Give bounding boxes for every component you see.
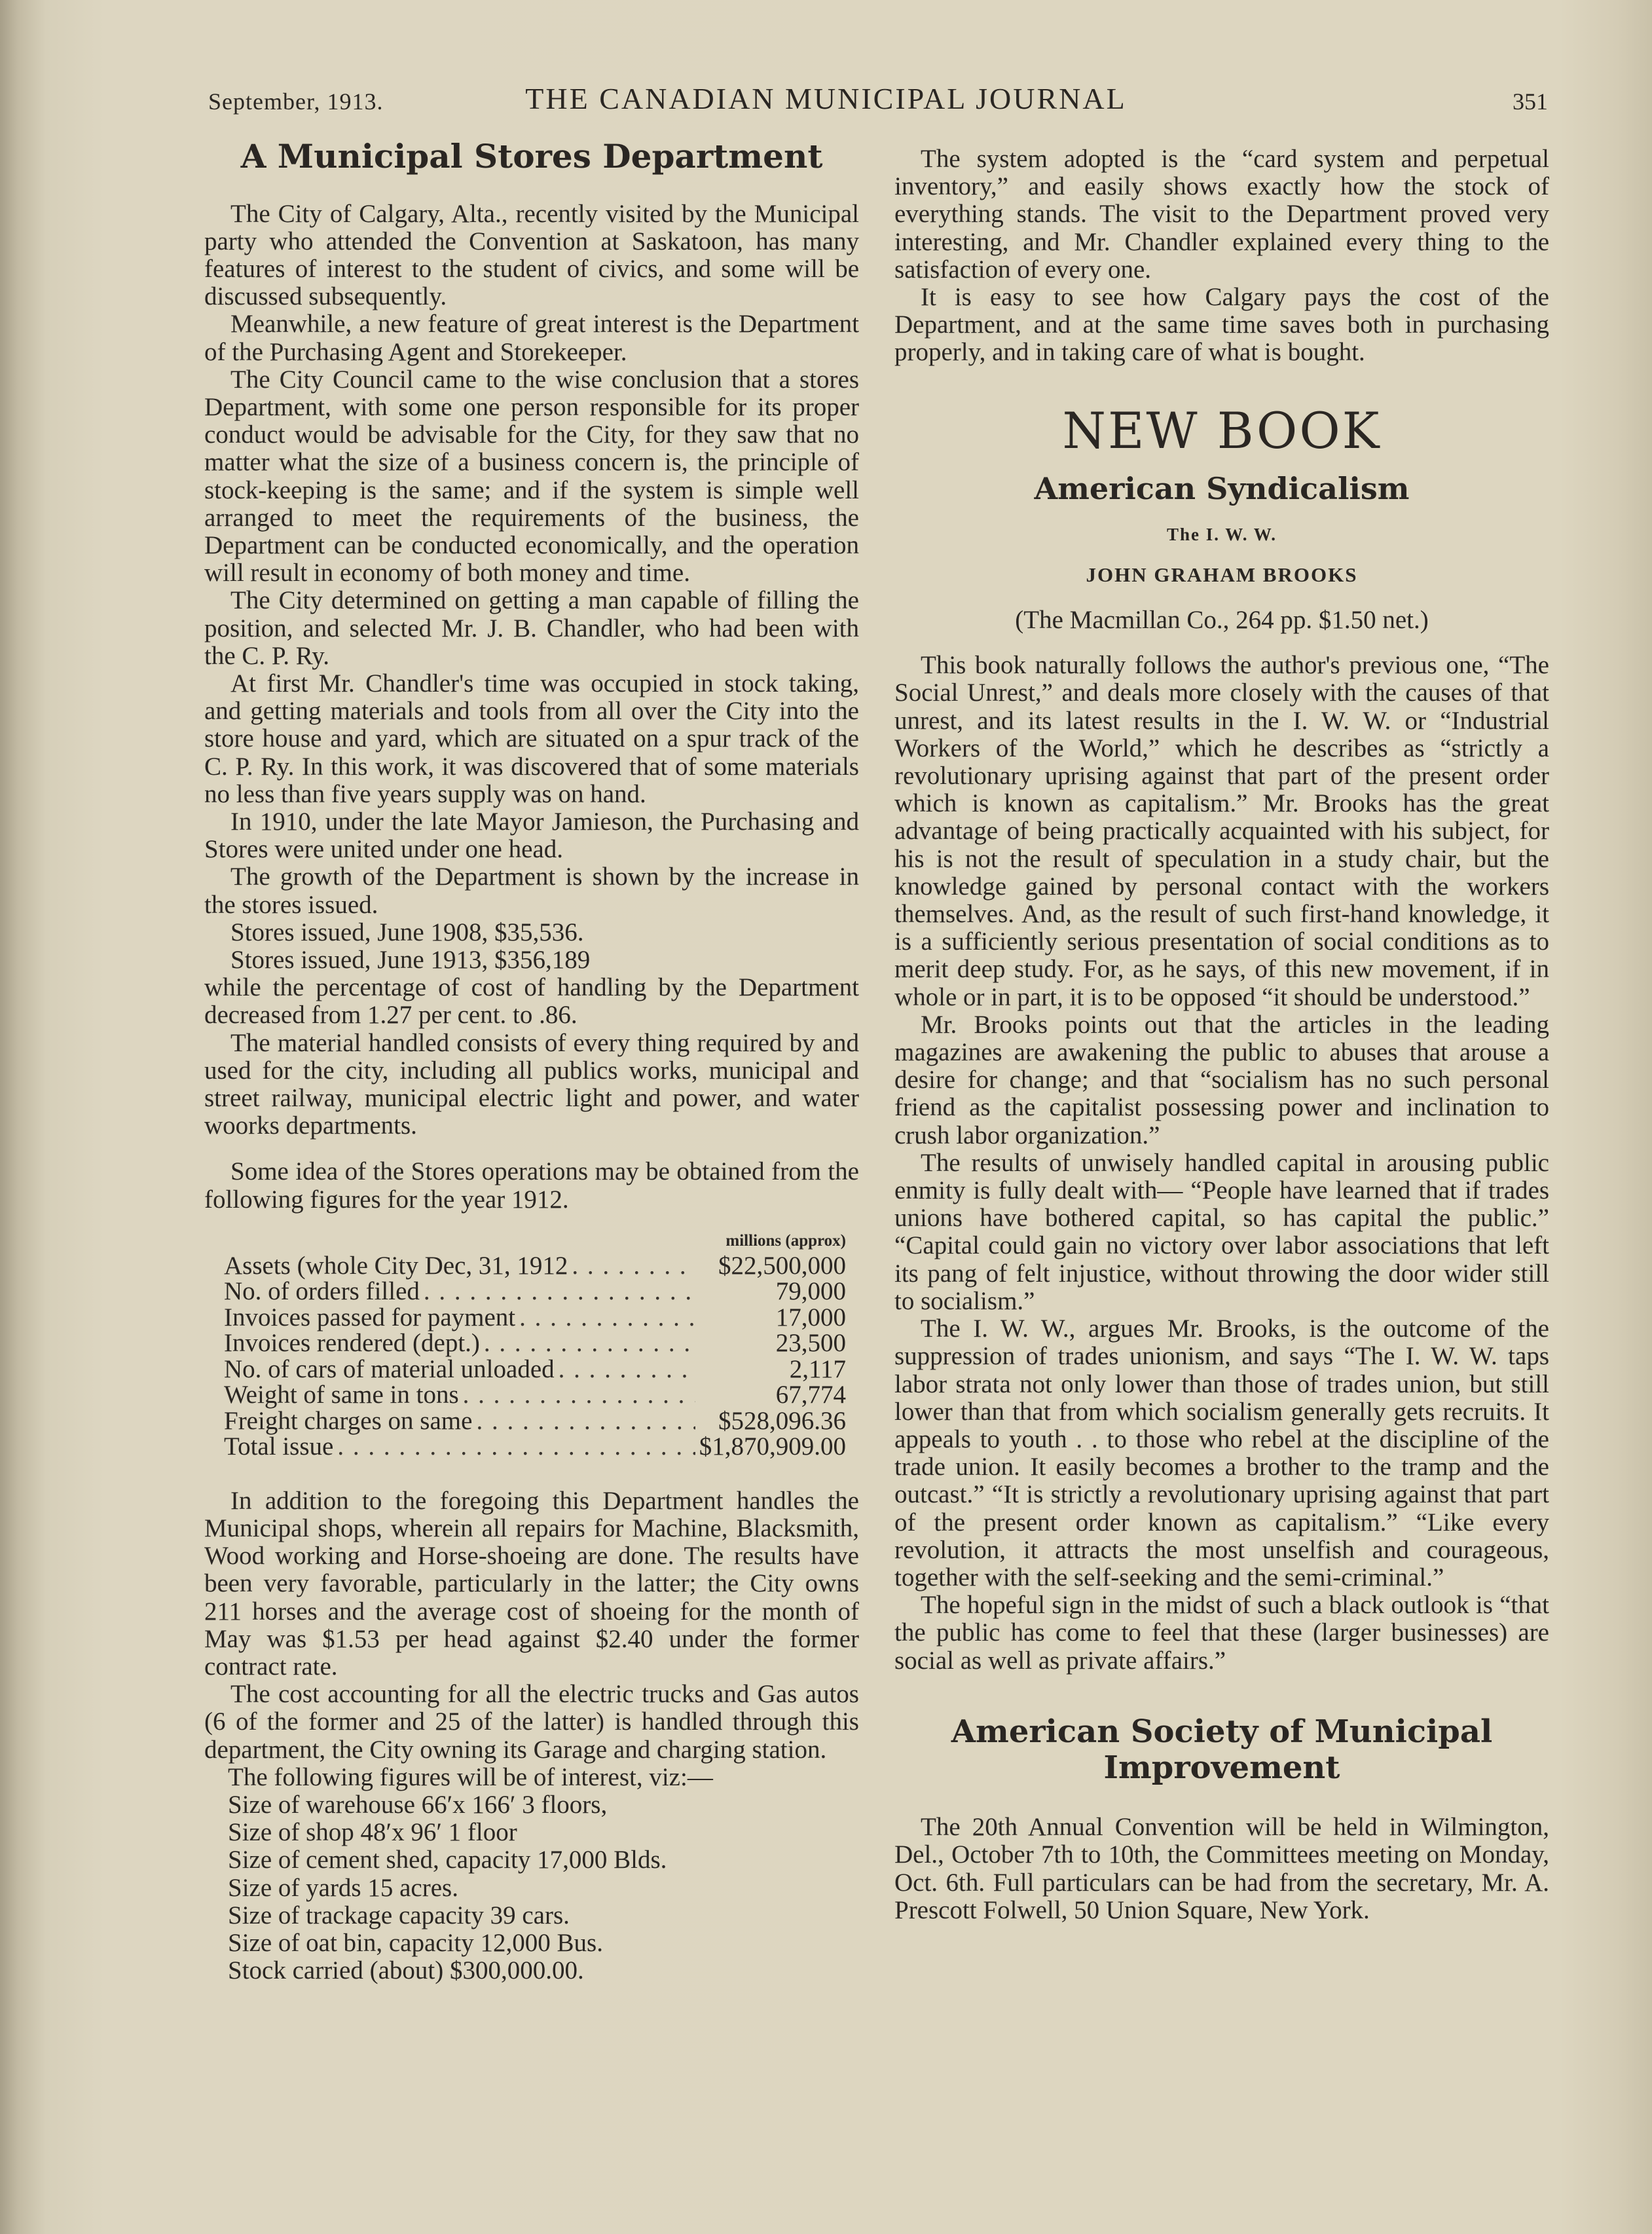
stores-paragraph: Meanwhile, a new feature of great interest is the Department of the Purchasing Agent and Storekeeper. bbox=[204, 310, 859, 366]
stat-row: No. of cars of material unloaded . . . 2,117 bbox=[224, 1356, 853, 1383]
figure-line: Size of yards 15 acres. bbox=[228, 1873, 458, 1902]
society-paragraph: The 20th Annual Convention will be held in Wilmington, Del., October 7th to 10th, the Committees meeting on Monday, Oct. 6th. Full particulars can be had from the secretary, Mr. A. Prescott Folwell, 50 Union Square, New York. bbox=[894, 1813, 1549, 1924]
society-article-title: American Society of Municipal Improvement bbox=[951, 1713, 1493, 1786]
stores-paragraph: The City determined on getting a man capable of filling the position, and selected Mr. J. B. Chandler, who had been with the C. P. Ry. bbox=[204, 586, 859, 670]
book-paragraph: Mr. Brooks points out that the articles in the leading magazines are awakening the public to abuses that arouse a desire for change; and that “socialism has no such personal friend as the capitalist possessing power and inclination to crush labor organization.” bbox=[894, 1010, 1549, 1149]
stat-row: Freight charges on same . . . $528,096.36 bbox=[224, 1408, 853, 1434]
stores-issued-1908: Stores issued, June 1908, $35,536. bbox=[230, 918, 584, 946]
page-number: 351 bbox=[1513, 88, 1548, 115]
issue-date: September, 1913. bbox=[208, 88, 384, 115]
figure-line: Size of shop 48′x 96′ 1 floor bbox=[228, 1818, 517, 1847]
page-header bbox=[0, 77, 1652, 123]
stores-paragraph: The City Council came to the wise conclusion that a stores Department, with some one person responsible for its proper conduct would be advisable for the City, for they saw that no matter what the size of a business concern is, the principle of stock-keeping is the same; and if the system is simple well arranged to meet the requirements of the business, the Department can be conducted economically, and the operation will result in economy of both money and time. bbox=[204, 365, 859, 587]
facility-figures bbox=[204, 1764, 859, 1985]
stat-row: Weight of same in tons . . . 67,774 bbox=[224, 1382, 853, 1408]
left-column bbox=[204, 138, 859, 1984]
book-subtitle: The I. W. W. bbox=[1166, 525, 1277, 545]
book-paragraph: The hopeful sign in the midst of such a black outlook is “that the public has come to feel that these (larger businesses) are social as well as private affairs.” bbox=[894, 1591, 1549, 1675]
book-paragraph: This book naturally follows the author's previous one, “The Social Unrest,” and deals more closely with the causes of that unrest, and its latest results in the I. W. W. or “Industrial Workers of the World,” which he describes as “strictly a revolutionary uprising against that part of the present order which is known as capitalism.” Mr. Brooks has the great advantage of being practically acquainted with his subject, for his is not the result of speculation in a study chair, but the knowledge gained by personal contact with the workers themselves. And, as the result of such first-hand knowledge, it is a sufficiently serious presentation of social conditions as to merit deep study. For, as he says, of this new movement, if in whole or in part, it is to be opposed “it should be understood.” bbox=[894, 651, 1549, 1011]
figure-line: Size of cement shed, capacity 17,000 Blds. bbox=[228, 1846, 667, 1874]
stores-paragraph: Some idea of the Stores operations may be obtained from the following figures for the year 1912. bbox=[204, 1157, 859, 1214]
stores-paragraph: It is easy to see how Calgary pays the cost of the Department, and at the same time saves both in purchasing properly, and in taking care of what is bought. bbox=[894, 283, 1549, 367]
right-column bbox=[894, 145, 1549, 1924]
book-publisher: (The Macmillan Co., 264 pp. $1.50 net.) bbox=[1015, 606, 1429, 635]
book-author: JOHN GRAHAM BROOKS bbox=[1086, 563, 1358, 587]
figures-intro: The following figures will be of interest, viz:— bbox=[228, 1762, 713, 1791]
book-paragraph: The I. W. W., argues Mr. Brooks, is the outcome of the suppression of trades unionism, and says “The I. W. W. taps labor strata not only lower than those of trades union, but still lower than that from which socialism generally gets recruits. It appeals to youth . . to those who rebel at the discipline of the trade union. It easily becomes a brother to the tramp and the outcast.” “It is strictly a revolutionary uprising against that part of the present order known as capitalism.” “Like every revolution, it attracts the most unselfish and courageous, together with the self-seeking and the semi-criminal.” bbox=[894, 1314, 1549, 1592]
stores-paragraph: The cost accounting for all the electric trucks and Gas autos (6 of the former and 25 of the latter) is handled through this department, the City owning its Garage and charging station. bbox=[204, 1680, 859, 1764]
book-title: American Syndicalism bbox=[1034, 471, 1410, 507]
stores-issued-1913: Stores issued, June 1913, $356,189 bbox=[230, 945, 591, 974]
book-paragraph: The results of unwisely handled capital in arousing public enmity is fully dealt with— “People have learned that if trades unions have bothered capital, so has capital the public.” “Capital could gain no victory over labor associations that left its pang of felt injustice, without throwing the door wider still to socialism.” bbox=[894, 1148, 1549, 1315]
figure-line: Stock carried (about) $300,000.00. bbox=[228, 1956, 584, 1985]
stores-statistics-table bbox=[224, 1232, 853, 1460]
stat-row: Assets (whole City Dec, 31, 1912 . . . $22,500,000 bbox=[224, 1253, 853, 1279]
stores-article-title: A Municipal Stores Department bbox=[240, 137, 823, 176]
stores-paragraph: The material handled consists of every thing required by and used for the city, including all publics works, municipal and street railway, municipal electric light and power, and water woorks departments. bbox=[204, 1028, 859, 1140]
stores-paragraph: The City of Calgary, Alta., recently visited by the Municipal party who attended the Convention at Saskatoon, has many features of interest to the student of civics, and some will be discussed subsequently. bbox=[204, 199, 859, 311]
new-book-heading: NEW BOOK bbox=[1062, 401, 1382, 460]
figure-line: Size of trackage capacity 39 cars. bbox=[228, 1901, 570, 1929]
stat-row: Total issue . . . $1,870,909.00 bbox=[224, 1434, 853, 1460]
figure-line: Size of oat bin, capacity 12,000 Bus. bbox=[228, 1929, 603, 1958]
journal-title: THE CANADIAN MUNICIPAL JOURNAL bbox=[525, 82, 1127, 115]
stat-row: No. of orders filled . . . 79,000 bbox=[224, 1278, 853, 1305]
stores-paragraph: The system adopted is the “card system and perpetual inventory,” and easily shows exactly how the stock of everything stands. The visit to the Department proved very interesting, and Mr. Chandler explained every thing to the satisfaction of every one. bbox=[894, 145, 1549, 284]
stats-units-header: millions (approx) bbox=[725, 1231, 846, 1250]
figure-line: Size of warehouse 66′x 166′ 3 floors, bbox=[228, 1791, 608, 1819]
stores-paragraph: In 1910, under the late Mayor Jamieson, the Purchasing and Stores were united under one head. bbox=[204, 807, 859, 864]
stat-row: Invoices passed for payment . . . 17,000 bbox=[224, 1305, 853, 1331]
stores-paragraph: At first Mr. Chandler's time was occupied in stock taking, and getting materials and tools from all over the City into the store house and yard, which are situated on a spur track of the C. P. Ry. In this work, it was discovered that of some materials no less than five years supply was on hand. bbox=[204, 669, 859, 808]
stat-row: Invoices rendered (dept.) . . . 23,500 bbox=[224, 1330, 853, 1356]
stores-paragraph: The growth of the Department is shown by the increase in the stores issued. bbox=[204, 863, 859, 919]
stores-paragraph: In addition to the foregoing this Department handles the Municipal shops, wherein all repairs for Machine, Blacksmith, Wood working and Horse-shoeing are done. The results have been very favorable, particularly in the latter; the City owns 211 horses and the average cost of shoeing for the month of May was $1.53 per head against $2.40 under the former contract rate. bbox=[204, 1486, 859, 1681]
stores-paragraph: while the percentage of cost of handling by the Department decreased from 1.27 per cent. to .86. bbox=[204, 973, 859, 1030]
